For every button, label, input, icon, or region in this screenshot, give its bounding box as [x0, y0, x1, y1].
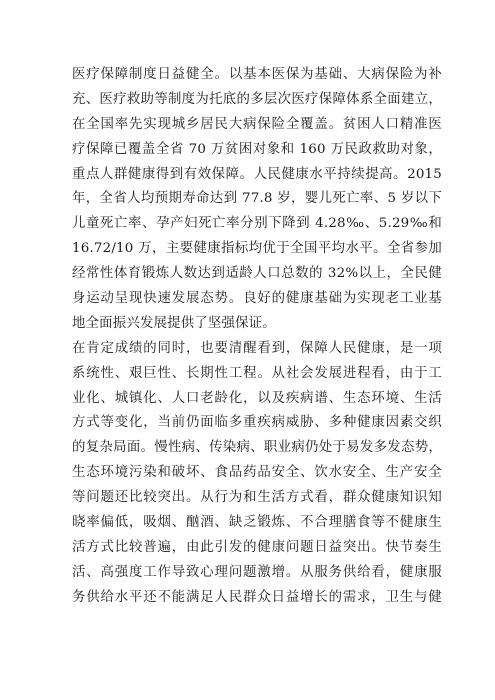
text-line: 重点人群健康得到有效保障。人民健康水平持续提高。2015 [72, 166, 442, 182]
text-line: 活、高强度工作导致心理问题激增。从服务供给看，健康服 [72, 564, 442, 580]
text-line: 生态环境污染和破坏、食品药品安全、饮水安全、生产安全 [72, 465, 442, 481]
text-line: 方式等变化，当前仍面临多重疾病威胁、多种健康因素交织 [72, 415, 442, 431]
paragraph [72, 337, 442, 611]
text-line: 医疗保障制度日益健全。以基本医保为基础、大病保险为补 [72, 67, 442, 82]
body-text [72, 63, 442, 611]
text-line: 活方式比较普遍，由此引发的健康问题日益突出。快节奏生 [72, 539, 442, 555]
text-line: 业化、城镇化、人口老龄化，以及疾病谱、生态环境、生活 [72, 390, 442, 406]
text-line: 年，全省人均预期寿命达到 77.8 岁，婴儿死亡率、5 岁以下 [72, 191, 442, 207]
text-line: 疗保障已覆盖全省 70 万贫困对象和 160 万民政救助对象， [72, 141, 442, 157]
text-line: 的复杂局面。慢性病、传染病、职业病仍处于易发多发态势， [72, 440, 442, 456]
text-line: 晓率偏低，吸烟、酗酒、缺乏锻炼、不合理膳食等不健康生 [72, 515, 442, 531]
text-line: 在全国率先实现城乡居民大病保险全覆盖。贫困人口精准医 [72, 116, 442, 132]
text-line: 16.72/10 万，主要健康指标均优于全国平均水平。全省参加 [72, 241, 442, 257]
paragraph [72, 63, 442, 337]
text-line: 地全面振兴发展提供了坚强保证。 [72, 315, 276, 331]
text-line: 身运动呈现快速发展态势。良好的健康基础为实现老工业基 [72, 291, 442, 307]
text-line: 充、医疗救助等制度为托底的多层次医疗保障体系全面建立， [72, 91, 442, 107]
text-line: 务供给水平还不能满足人民群众日益增长的需求，卫生与健 [72, 589, 442, 605]
text-line: 系统性、艰巨性、长期性工程。从社会发展进程看，由于工 [72, 365, 442, 381]
text-line: 等问题还比较突出。从行为和生活方式看，群众健康知识知 [72, 490, 442, 506]
text-line: 经常性体育锻炼人数达到适龄人口总数的 32%以上，全民健 [72, 266, 442, 282]
text-line: 在肯定成绩的同时，也要清醒看到，保障人民健康，是一项 [72, 340, 442, 356]
text-line: 儿童死亡率、孕产妇死亡率分别下降到 4.28‰、5.29‰和 [72, 216, 442, 232]
